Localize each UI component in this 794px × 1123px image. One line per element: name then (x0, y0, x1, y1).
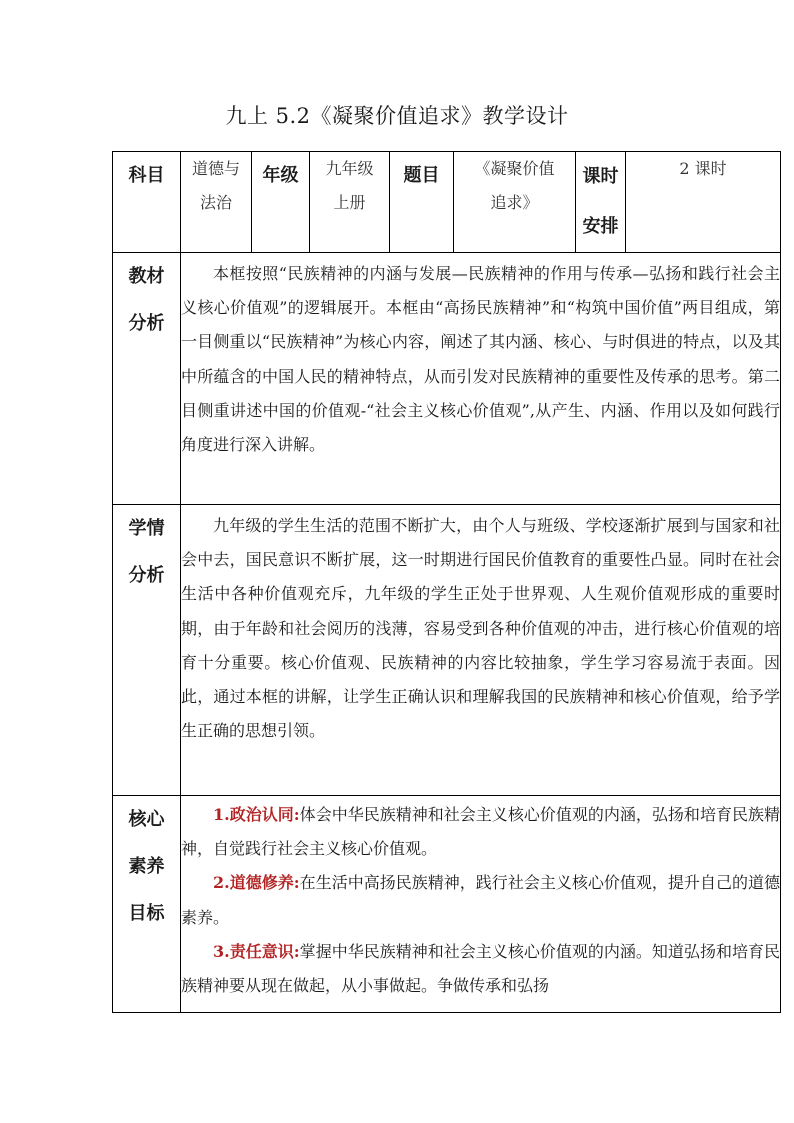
schedule-label: 课时 安排 (576, 152, 626, 253)
learner-analysis-text: 九年级的学生生活的范围不断扩大，由个人与班级、学校逐渐扩展到与国家和社会中去，国民意识不断扩展，这一时期进行国民价值教育的重要性凸显。同时在社会生活中各种价值观充斥，九年级的学生正处于世界观、人生观价值观形成的重要时期，由于年龄和社会阅历的浅薄，容易受到各种价值观的冲击，进行核心价值观的培育十分重要。核心价值观、民族精神的内容比较抽象，学生学习容易流于表面。因此，通过本框的讲解，让学生正确认识和理解我国的民族精神和核心价值观，给予学生正确的思想引领。 (181, 505, 781, 796)
grade-label: 年级 (252, 152, 310, 253)
goal-text: 体会中华民族精神和社会主义核心价值观的内涵，弘扬和培育民族精神，自觉践行社会主义核心价值观。 (181, 805, 780, 859)
goal-text: 在生活中高扬民族精神，践行社会主义核心价值观，提升自己的道德素养。 (181, 873, 780, 927)
goal-text: 掌握中华民族精神和社会主义核心价值观的内涵。知道弘扬和培育民族精神要从现在做起，从小事做起。争做传承和弘扬 (181, 941, 780, 996)
goal-item (181, 935, 780, 1003)
core-goals-row (113, 796, 781, 1013)
document-title: 九上 5.2《凝聚价值追求》教学设计 (225, 104, 569, 128)
header-row (113, 152, 781, 253)
learner-analysis-label: 学情 分析 (113, 505, 181, 796)
goal-key: 2.道德修养: (213, 873, 300, 893)
textbook-analysis-text: 本框按照“民族精神的内涵与发展—民族精神的作用与传承—弘扬和践行社会主义核心价值观”的逻辑展开。本框由“高扬民族精神”和“构筑中国价值”两目组成，第一目侧重以“民族精神”为核心内容，阐述了其内涵、核心、与时俱进的特点，以及其中所蕴含的中国人民的精神特点，从而引发对民族精神的重要性及传承的思考。第二目侧重讲述中国的价值观-“社会主义核心价值观”,从产生、内涵、作用以及如何践行角度进行深入讲解。 (181, 253, 781, 505)
core-goals-label: 核心 素养 目标 (113, 796, 181, 1013)
subject-value: 道德与 法治 (181, 152, 252, 253)
goal-key: 1.政治认同: (213, 805, 300, 824)
textbook-analysis-row (113, 253, 781, 505)
core-goals-text (181, 796, 781, 1013)
goal-key: 3.责任意识: (213, 941, 300, 961)
goal-item (181, 866, 780, 934)
topic-value: 《凝聚价值 追求》 (454, 152, 576, 253)
lesson-plan-table (112, 151, 781, 1013)
schedule-value: 2 课时 (626, 152, 781, 253)
textbook-analysis-label: 教材 分析 (113, 253, 181, 505)
learner-analysis-row (113, 505, 781, 796)
grade-value: 九年级 上册 (310, 152, 390, 253)
topic-label: 题目 (390, 152, 454, 253)
goal-item (181, 798, 780, 866)
subject-label: 科目 (113, 152, 181, 253)
